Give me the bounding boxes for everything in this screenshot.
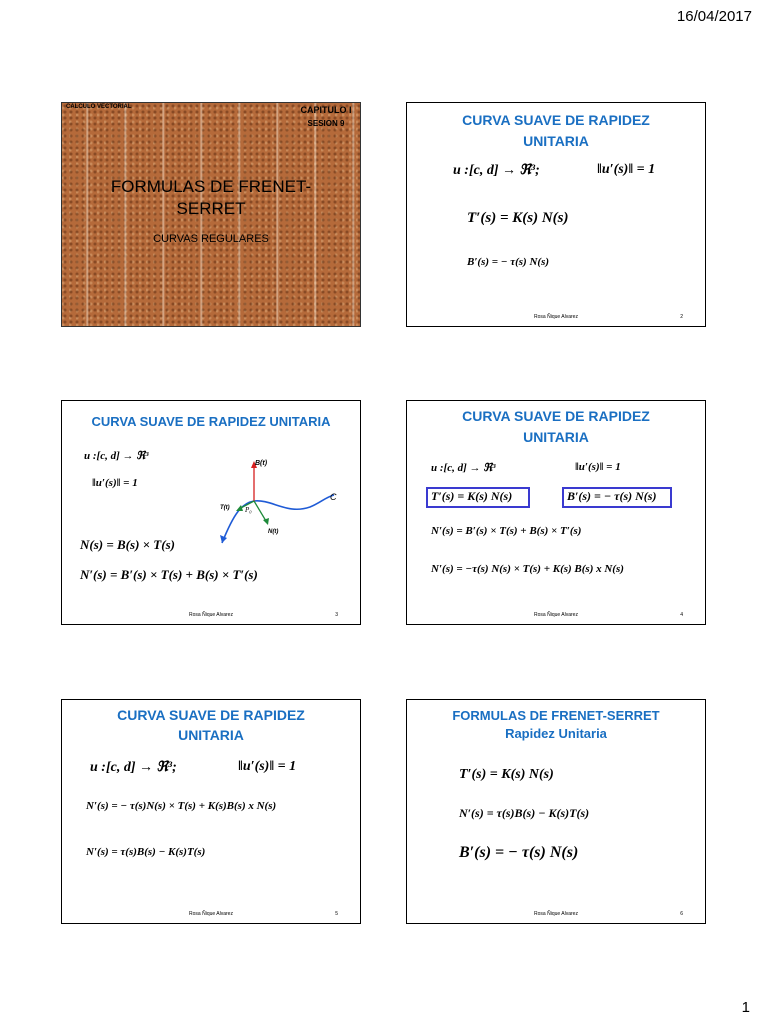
slide-2-map: u :[c, d] → ℜ³; <box>453 163 540 178</box>
slide-2 <box>406 102 706 327</box>
slide-number: 2 <box>680 314 683 320</box>
slide-1-title-line2: SERRET <box>176 199 246 218</box>
slide-2-title-line2: UNITARIA <box>523 133 589 149</box>
slide-3-map: u :[c, d] → ℜ³ <box>84 450 149 462</box>
slide-4-title-line1: CURVA SUAVE DE RAPIDEZ <box>462 408 650 424</box>
page-date: 16/04/2017 <box>676 8 752 25</box>
label-n: N(t) <box>268 529 279 535</box>
slide-3 <box>61 400 361 625</box>
slide-number: 4 <box>680 612 683 618</box>
slide-4-norm: ‖u′(s)‖ = 1 <box>575 461 621 473</box>
page-number: 1 <box>741 999 750 1016</box>
slide-1-title <box>61 102 361 327</box>
footer-author: Rosa Ñique Alvarez <box>534 314 578 320</box>
slide-2-eq1: T′(s) = K(s) N(s) <box>467 210 569 226</box>
slide-3-eq1: N(s) = B(s) × T(s) <box>80 537 175 552</box>
slide-5-eq2: N′(s) = τ(s)B(s) − K(s)T(s) <box>86 846 206 858</box>
slide-3-norm: ‖u′(s)‖ = 1 <box>92 477 138 489</box>
chapter-label: CAPITULO I <box>300 105 352 115</box>
label-c: C <box>330 492 337 502</box>
slide-3-title: CURVA SUAVE DE RAPIDEZ UNITARIA <box>91 414 331 429</box>
footer-author: Rosa Ñique Alvarez <box>189 612 233 618</box>
label-t: T(t) <box>220 505 230 511</box>
curve-c <box>222 495 334 543</box>
slide-5-title-line1: CURVA SUAVE DE RAPIDEZ <box>117 707 305 723</box>
slide-6-eq1: T′(s) = K(s) N(s) <box>459 767 554 782</box>
slide-4-map: u :[c, d] → ℜ³ <box>431 462 496 474</box>
footer-author: Rosa Ñique Alvarez <box>534 911 578 917</box>
slide-3-eq2: N′(s) = B′(s) × T(s) + B(s) × T′(s) <box>80 567 258 582</box>
slide-4-box2: B′(s) = − τ(s) N(s) <box>567 489 657 503</box>
slide-4-title-line2: UNITARIA <box>523 429 589 445</box>
slide-4-eq2: N′(s) = −τ(s) N(s) × T(s) + K(s) B(s) x N(s) <box>431 563 624 575</box>
slide-4-box1: T′(s) = K(s) N(s) <box>431 489 513 503</box>
slide-2-eq2: B′(s) = − τ(s) N(s) <box>467 256 550 268</box>
slide-1-subtitle: CURVAS REGULARES <box>153 233 269 245</box>
slide-1-title-line1: FORMULAS DE FRENET- <box>110 177 312 196</box>
tangent-arrowhead <box>236 505 243 511</box>
slide-2-norm: ‖u′(s)‖ = 1 <box>597 162 656 177</box>
slide-2-title-line1: CURVA SUAVE DE RAPIDEZ <box>462 112 650 128</box>
course-label: CALCULO VECTORIAL <box>66 104 132 110</box>
footer-author: Rosa Ñique Alvarez <box>189 911 233 917</box>
slide-6-eq3: B′(s) = − τ(s) N(s) <box>459 844 579 861</box>
session-label: SESION 9 <box>307 119 345 128</box>
slide-5-title-line2: UNITARIA <box>178 727 244 743</box>
slide-5-map: u :[c, d] → ℜ³; <box>90 760 177 775</box>
slide-number: 3 <box>335 612 338 618</box>
curve-arrowhead <box>220 535 227 543</box>
normal-arrowhead <box>263 518 269 525</box>
slide-6-title-line1: FORMULAS DE FRENET-SERRET <box>452 708 660 723</box>
slide-5-eq1: N′(s) = − τ(s)N(s) × T(s) + K(s)B(s) x N(s) <box>86 800 277 812</box>
slide-6 <box>406 699 706 924</box>
normal-vector <box>254 501 266 521</box>
slide-6-title-line2: Rapidez Unitaria <box>505 726 607 741</box>
slide-number: 6 <box>680 911 683 917</box>
slide-5-norm: ‖u′(s)‖ = 1 <box>238 759 297 774</box>
label-p0: P₀ <box>245 506 252 514</box>
footer-author: Rosa Ñique Alvarez <box>534 612 578 618</box>
slide-5 <box>61 699 361 924</box>
slide-number: 5 <box>335 911 338 917</box>
slide-4 <box>406 400 706 625</box>
slide-6-eq2: N′(s) = τ(s)B(s) − K(s)T(s) <box>459 806 590 820</box>
slide-4-eq1: N′(s) = B′(s) × T(s) + B(s) × T′(s) <box>431 525 582 537</box>
label-b: B(t) <box>255 460 268 467</box>
